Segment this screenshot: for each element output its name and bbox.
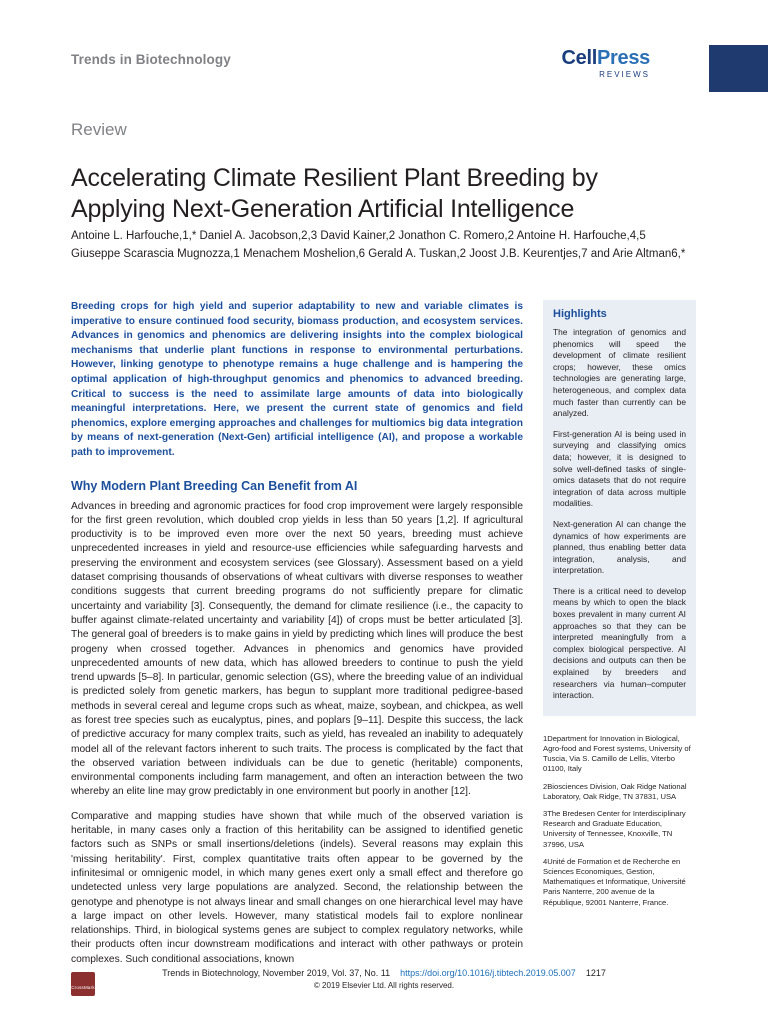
sidebar-column bbox=[543, 300, 696, 915]
highlight-item: There is a critical need to develop means by which to open the black boxes prevalent in many current AI approaches so that they can be interpreted meaningfully from a complex biological perspective. AI decisions and outputs can then be explained by breeders and researchers via human–computer interaction. bbox=[553, 585, 686, 701]
highlight-item: Next-generation AI can change the dynamics of how experiments are planned, thus enabling better data integration, analysis, and interpretation. bbox=[553, 518, 686, 576]
affiliation-item: 4Unité de Formation et de Recherche en Sciences Economiques, Gestion, Mathematiques et Informatique, Université Paris Nanterre, 200 avenue de la République, 92001 Nanterre, France. bbox=[543, 856, 686, 907]
affiliation-item: 3The Bredesen Center for Interdisciplinary Research and Graduate Education, University of Tennessee, Knoxville, TN 37996, USA bbox=[543, 809, 686, 849]
body-paragraph-2: Comparative and mapping studies have shown that while much of the observed variation is heritable, in many cases only a fraction of this heritability can be assigned to identified genetic factors such as SNPs or small insertions/deletions (indels). Several reasons may explain this 'missing heritability'. First, complex quantitative traits often appear to be governed by the infinitesimal or omnigenic model, in which many genes exert only a small effect and therefore go undetected unless very large populations are analyzed. Second, the relationship between the genotype and phenotype is not always linear and small changes on one hierarchical level may have a large impact on other levels. However, many statistical models fail to explore nonlinear relationships. Third, in biological systems genes are subject to complex regulatory networks, while their products often incur downstream modifications and interact with other pathways or protein complexes. Such conditional associations, known bbox=[71, 810, 523, 965]
cellpress-wordmark bbox=[562, 48, 650, 68]
author-list: Antoine L. Harfouche,1,* Daniel A. Jacobson,2,3 David Kainer,2 Jonathon C. Romero,2 Antoine H. Harfouche,4,5 Giuseppe Scarascia Mugnozza,1 Menachem Moshelion,6 Gerald A. Tuskan,2 Joost J.B. Keurentjes,7 and Arie Altman6,* bbox=[71, 230, 686, 260]
affiliation-item: 1Department for Innovation in Biological, Agro-food and Forest systems, University of Tuscia, Via S. Camillo de Lellis, Viterbo 01100, Italy bbox=[543, 733, 691, 774]
cellpress-press-text: Press bbox=[597, 47, 650, 69]
abstract: Breeding crops for high yield and superior adaptability to new and variable climates is imperative to ensure continued food security, biomass production, and ecosystem services. Advances in genomics and phenomics are delivering insights into the complex biological mechanisms that underlie plant functions in response to environmental perturbations. However, linking genotype to phenotype remains a huge challenge and is hampering the optimal application of high-throughput genomics and phenomics to advanced breeding. Critical to success is the need to assimilate large amounts of data into biologically meaningful interpretations. Here, we present the current state of genomics and field phenomics, explore emerging approaches and challenges for multiomics big data integration by means of next-generation (Next-Gen) artificial intelligence (AI), and propose a workable path to improvement. bbox=[71, 301, 523, 458]
page-title: Accelerating Climate Resilient Plant Breeding by Applying Next-Generation Artificial Intelligence bbox=[71, 163, 598, 223]
section-heading: Why Modern Plant Breeding Can Benefit from AI bbox=[71, 478, 358, 493]
cellpress-cell-text: Cell bbox=[561, 47, 597, 69]
highlight-item: The integration of genomics and phenomics will speed the development of climate resilient crops; however, these omics technologies are generating large, heterogeneous, and complex data much faster than currently can be analyzed. bbox=[553, 327, 686, 419]
affiliations-list bbox=[543, 730, 696, 908]
footer-citation: Trends in Biotechnology, November 2019, Vol. 37, No. 11 bbox=[162, 968, 391, 978]
highlights-title: Highlights bbox=[553, 308, 607, 320]
crossmark-badge: CrossMark bbox=[71, 972, 95, 996]
copyright-notice: © 2019 Elsevier Ltd. All rights reserved. bbox=[313, 981, 455, 990]
body-paragraph-1: Advances in breeding and agronomic practices for food crop improvement were largely responsible for the first green revolution, which doubled crop yields in less than 50 years [1,2]. If agricultural productivity is to be improved even more over the next 50 years, breeding must achieve unprecedented increases in yield and resource-use efficiencies while safeguarding harvests and preserving the environment and ecosystem services (see Glossary). Assessment based on a yield dataset comprising thousands of observations of wheat cultivars with diverse responses to weather conditions suggests that current breeding programs do not sufficiently prepare for climatic uncertainty and variability [3]. Consequently, the demand for climate resilience (i.e., the capacity to buffer against climate-related uncertainty and variability [4]) of crops must be better articulated [3]. The general goal of breeders is to make gains in yield by predicting which lines will produce the best progeny when crossed together. Advances in phenomics and genomics have provided unprecedented amounts of new data, which has allowed breeders to continue to push the yield trend upwards [5–8]. In particular, genomic selection (GS), where the breeding value of an individual is predicted solely from genetic markers, has begun to supplant more traditional pedigree-based methods in several cereal and legume crops such as wheat, maize, soybean, and chickpea, as well as forest tree species such as eucalyptus, pines, and poplars [9–11]. Despite this success, the lack of predictive accuracy for many complex traits, such as yield, has revealed an inability to adequately model all of the relevant factors inherent to such traits. The process is complicated by the fact that the observed variation between individuals can be due to genetic (heritable) components, environmental components including farm management, and often an interaction between the two whereby an elite line may grow predictably in one environment but poorly in another [12]. bbox=[71, 500, 523, 798]
cellpress-reviews-label: REVIEWS bbox=[599, 70, 650, 79]
highlight-item: First-generation AI is being used in surveying and classifying omics data; however, it is designed to solve well-defined tasks of single-omics datasets that do not require integration of data across multiple modalities. bbox=[553, 428, 686, 509]
highlights-box bbox=[543, 300, 696, 716]
page-footer bbox=[0, 968, 768, 990]
main-column bbox=[71, 300, 523, 977]
cellpress-logo bbox=[562, 48, 650, 79]
affiliation-item: 2Biosciences Division, Oak Ridge National Laboratory, Oak Ridge, TN 37831, USA bbox=[543, 781, 687, 801]
journal-name: Trends in Biotechnology bbox=[71, 52, 231, 67]
page-number: 1217 bbox=[585, 968, 606, 978]
doi-link[interactable]: https://doi.org/10.1016/j.tibtech.2019.05.007 bbox=[400, 968, 576, 978]
header-blue-block bbox=[709, 45, 768, 92]
article-type-label: Review bbox=[71, 120, 127, 139]
